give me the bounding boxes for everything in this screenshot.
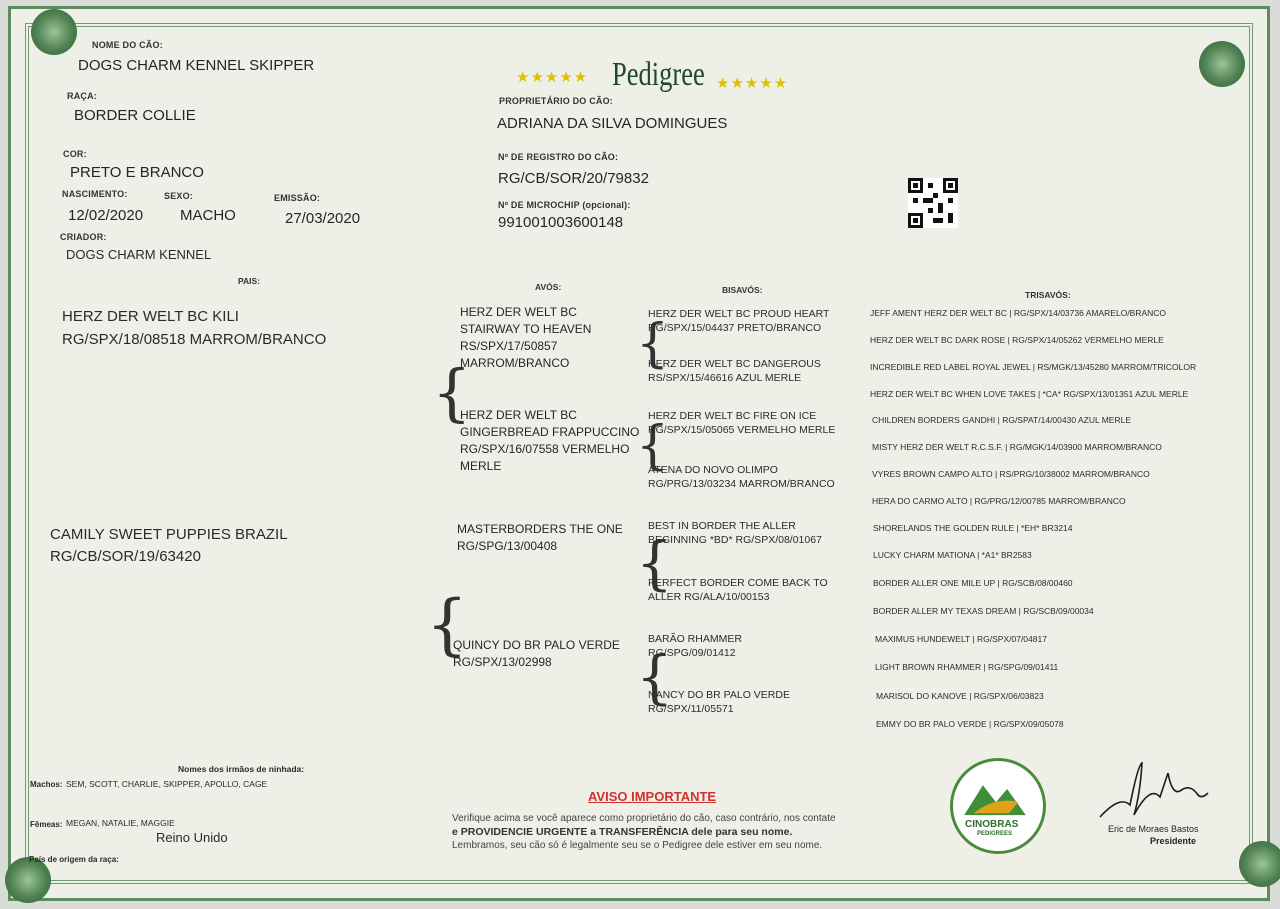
cinobras-logo-icon [950,758,1046,854]
ornament-corner-icon [31,9,77,55]
great-great-grandparent: HERZ DER WELT BC WHEN LOVE TAKES | *CA* RG/SPX/13/01351 AZUL MERLE [870,389,1189,399]
dog-name-label: NOME DO CÃO: [92,40,163,50]
breed-value: BORDER COLLIE [74,107,196,124]
great-grandparent: HERZ DER WELT BC PROUD HEART RG/SPX/15/04437 PRETO/BRANCO [648,308,830,334]
females-value: MEGAN, NATALIE, MAGGIE [66,818,175,828]
grandparents-header: AVÓS: [535,282,562,292]
siblings-label: Nomes dos irmãos de ninhada: [178,764,305,774]
notice-line-3: Lembramos, seu cão só é legalmente seu se o Pedigree dele estiver em seu nome. [452,840,823,851]
ornament-corner-icon [1239,841,1280,887]
owner-value: ADRIANA DA SILVA DOMINGUES [497,115,728,132]
page-title: Pedigree [612,56,705,93]
great-great-grandparent: HERA DO CARMO ALTO | RG/PRG/12/00785 MARROM/BRANCO [872,496,1126,506]
great-great-grandparent: BORDER ALLER ONE MILE UP | RG/SCB/08/00460 [873,578,1073,588]
great-great-grandparent: MISTY HERZ DER WELT R.C.S.F. | RG/MGK/14/03900 MARROM/BRANCO [872,442,1162,452]
parents-header: PAIS: [238,276,261,286]
great-great-grandparent: INCREDIBLE RED LABEL ROYAL JEWEL | RS/MGK/13/45280 MARROM/TRICOLOR [870,362,1197,372]
great-great-grandparent: LIGHT BROWN RHAMMER | RG/SPG/09/01411 [875,662,1059,672]
signer-role: Presidente [1150,836,1197,846]
signature-icon [1090,755,1220,830]
grandparent: MASTERBORDERS THE ONE RG/SPG/13/00408 [457,522,623,553]
males-label: Machos: [30,780,63,789]
birth-label: NASCIMENTO: [62,189,128,199]
brace: { [636,314,670,374]
stars-right: ★★★★★ [716,75,789,92]
signer-name: Eric de Moraes Bastos [1108,824,1199,834]
great-grandparent: HERZ DER WELT BC DANGEROUS RS/SPX/15/46616 AZUL MERLE [648,358,821,384]
dog-name: DOGS CHARM KENNEL SKIPPER [78,57,315,74]
logo-subtext: PEDIGREES [977,831,1013,837]
great-grandparents-header: BISAVÓS: [722,285,763,295]
great-great-grandparent: MAXIMUS HUNDEWELT | RG/SPX/07/04817 [875,634,1047,644]
registration-label: Nº DE REGISTRO DO CÃO: [498,152,619,162]
great-grandparent: ATENA DO NOVO OLIMPO RG/PRG/13/03234 MARROM/BRANCO [648,464,835,490]
issue-label: EMISSÃO: [274,193,321,203]
great-grandparent: BARÃO RHAMMER RG/SPG/09/01412 [648,633,742,659]
grandparent: HERZ DER WELT BC GINGERBREAD FRAPPUCCINO RG/SPX/16/07558 VERMELHO MERLE [460,408,640,473]
microchip-value: 991001003600148 [498,214,624,231]
microchip-label: Nº DE MICROCHIP (opcional): [498,200,631,210]
birth-value: 12/02/2020 [68,207,144,224]
dam: CAMILY SWEET PUPPIES BRAZIL RG/CB/SOR/19/63420 [50,526,288,565]
great-great-grandparent: EMMY DO BR PALO VERDE | RG/SPX/09/05078 [876,719,1064,729]
great-great-grandparent: HERZ DER WELT BC DARK ROSE | RG/SPX/14/05262 VERMELHO MERLE [870,335,1164,345]
grandparent: HERZ DER WELT BC STAIRWAY TO HEAVEN RS/SPX/17/50857 MARROM/BRANCO [460,305,592,370]
great-great-grandparent: LUCKY CHARM MATIONA | *A1* BR2583 [873,550,1032,560]
sex-value: MACHO [180,207,236,224]
great-grandparent: NANCY DO BR PALO VERDE RG/SPX/11/05571 [648,689,790,715]
brace: { [636,416,670,476]
notice-line-2: e PROVIDENCIE URGENTE a TRANSFERÊNCIA dele para seu nome. [452,826,793,838]
sex-label: SEXO: [164,191,194,201]
stars-left: ★★★★★ [516,69,589,86]
breed-label: RAÇA: [67,91,97,101]
breeder-value: DOGS CHARM KENNEL [66,247,212,262]
great-grandparent: BEST IN BORDER THE ALLER BEGINNING *BD* RG/SPX/08/01067 [648,520,822,546]
ornament-corner-icon [1199,41,1245,87]
brace-grandparents-sire: { [432,356,472,429]
country-label: País de origem da raça: [29,855,119,864]
grandparent: QUINCY DO BR PALO VERDE RG/SPX/13/02998 [453,638,620,669]
registration-value: RG/CB/SOR/20/79832 [498,170,649,187]
great-great-grandparent: VYRES BROWN CAMPO ALTO | RS/PRG/10/38002 MARROM/BRANCO [872,469,1150,479]
qr-code-icon [908,178,958,228]
color-value: PRETO E BRANCO [70,164,204,181]
country-value: Reino Unido [156,830,228,845]
great-grandparent: PERFECT BORDER COME BACK TO ALLER RG/ALA/10/00153 [648,577,828,603]
great-grandparent: HERZ DER WELT BC FIRE ON ICE RG/SPX/15/05065 VERMELHO MERLE [648,410,836,436]
notice-line-1: Verifique acima se você aparece como proprietário do cão, caso contrário, nos contate [452,813,836,824]
great-great-grandparent: CHILDREN BORDERS GANDHI | RG/SPAT/14/00430 AZUL MERLE [872,415,1132,425]
great-great-grandparent: MARISOL DO KANOVE | RG/SPX/06/03823 [876,691,1044,701]
color-label: COR: [63,149,87,159]
males-value: SEM, SCOTT, CHARLIE, SKIPPER, APOLLO, CAGE [66,779,268,789]
brace: { [636,643,673,711]
sire: HERZ DER WELT BC KILI RG/SPX/18/08518 MARROM/BRANCO [62,308,327,348]
brace-grandparents-dam: { [426,586,468,663]
brace: { [636,529,673,597]
great-great-grandparents-header: TRISAVÓS: [1025,290,1071,300]
issue-value: 27/03/2020 [285,210,361,227]
breeder-label: CRIADOR: [60,232,107,242]
notice-title: AVISO IMPORTANTE [588,789,717,804]
great-great-grandparent: BORDER ALLER MY TEXAS DREAM | RG/SCB/09/00034 [873,606,1094,616]
owner-label: PROPRIETÁRIO DO CÃO: [499,96,614,106]
females-label: Fêmeas: [30,820,63,829]
great-great-grandparent: JEFF AMENT HERZ DER WELT BC | RG/SPX/14/03736 AMARELO/BRANCO [870,308,1167,318]
great-great-grandparent: SHORELANDS THE GOLDEN RULE | *EH* BR3214 [873,523,1073,533]
logo-text: CINOBRAS [965,819,1019,830]
